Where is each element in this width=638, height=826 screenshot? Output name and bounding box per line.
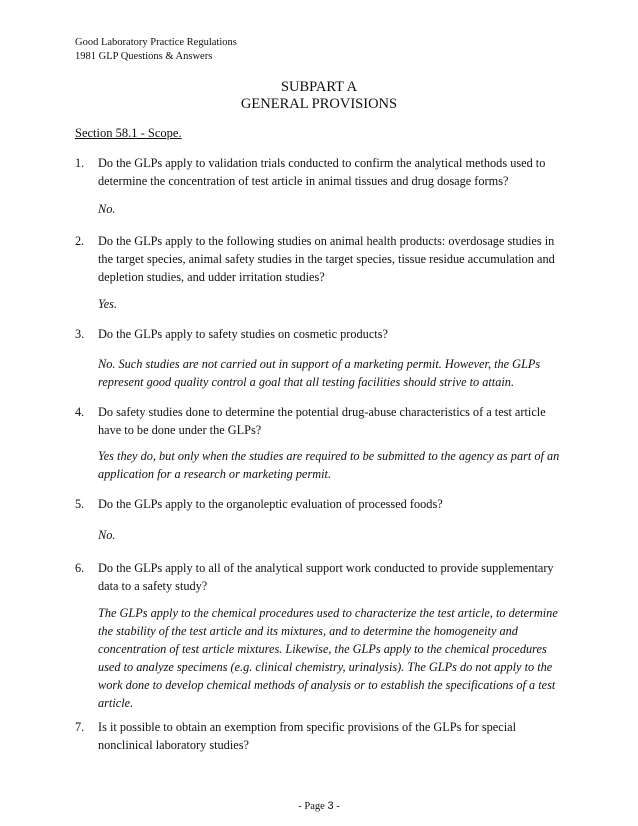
question-number: 2. [75, 234, 85, 248]
subpart-title: SUBPART A [280, 79, 358, 95]
answer-6: The GLPs apply to the chemical procedures used to characterize the test article, to determine the stability of the test article and its mixtures, and to determine the homogeneity and concentration of test article mixtures. Likewise, the GLPs apply to the chemical procedures used to analyze specimens (e.g. clinical chemistry, urinalysis). The GLPs do not apply to the work done to develop chemical methods of analysis or to establish the specifications of a test article. [98, 606, 558, 710]
question-text: Is it possible to obtain an exemption from specific provisions of the GLPs for special nonclinical laboratory studies? [98, 720, 517, 752]
question-text: Do the GLPs apply to the following studies on animal health products: overdosage studies in the target species, animal safety studies in the target species, tissue residue accumulation and depletion studies, and udder irritation studies? [98, 234, 555, 284]
answer-4: Yes they do, but only when the studies are required to be submitted to the agency as part of an application for a research or marketing permit. [98, 449, 560, 481]
question-6 [75, 559, 565, 595]
page-number: 3 [327, 800, 334, 812]
question-text: Do the GLPs apply to the organoleptic evaluation of processed foods? [98, 497, 443, 511]
question-7 [75, 718, 565, 754]
answer-3: No. Such studies are not carried out in support of a marketing permit. However, the GLPs represent good quality control a goal that all testing facilities should strive to attain. [98, 357, 541, 389]
question-number: 1. [75, 156, 85, 170]
answer-5: No. [98, 528, 116, 542]
question-number: 6. [75, 561, 85, 575]
question-text: Do the GLPs apply to all of the analytical support work conducted to provide supplementary data to a safety study? [98, 561, 554, 593]
question-2 [75, 232, 565, 286]
page-footer [0, 800, 638, 812]
header-line-1: Good Laboratory Practice Regulations [75, 37, 237, 48]
answer-1: No. [98, 202, 116, 216]
question-4 [75, 403, 565, 439]
footer-prefix: - Page [298, 801, 328, 812]
question-number: 5. [75, 497, 85, 511]
question-text: Do the GLPs apply to safety studies on cosmetic products? [98, 327, 388, 341]
question-text: Do safety studies done to determine the potential drug-abuse characteristics of a test article have to be done under the GLPs? [98, 405, 546, 437]
question-number: 4. [75, 405, 85, 419]
question-5 [75, 495, 565, 513]
question-1 [75, 154, 565, 190]
answer-2: Yes. [98, 297, 118, 311]
question-number: 3. [75, 327, 85, 341]
running-header [75, 36, 237, 64]
subpart-subtitle: GENERAL PROVISIONS [240, 96, 398, 112]
question-3 [75, 325, 565, 343]
question-text: Do the GLPs apply to validation trials conducted to confirm the analytical methods used to determine the concentration of test article in animal tissues and drug dosage forms? [98, 156, 546, 188]
footer-suffix: - [333, 801, 340, 812]
header-line-2: 1981 GLP Questions & Answers [75, 51, 213, 62]
question-number: 7. [75, 720, 85, 734]
section-heading: Section 58.1 - Scope. [75, 126, 182, 140]
